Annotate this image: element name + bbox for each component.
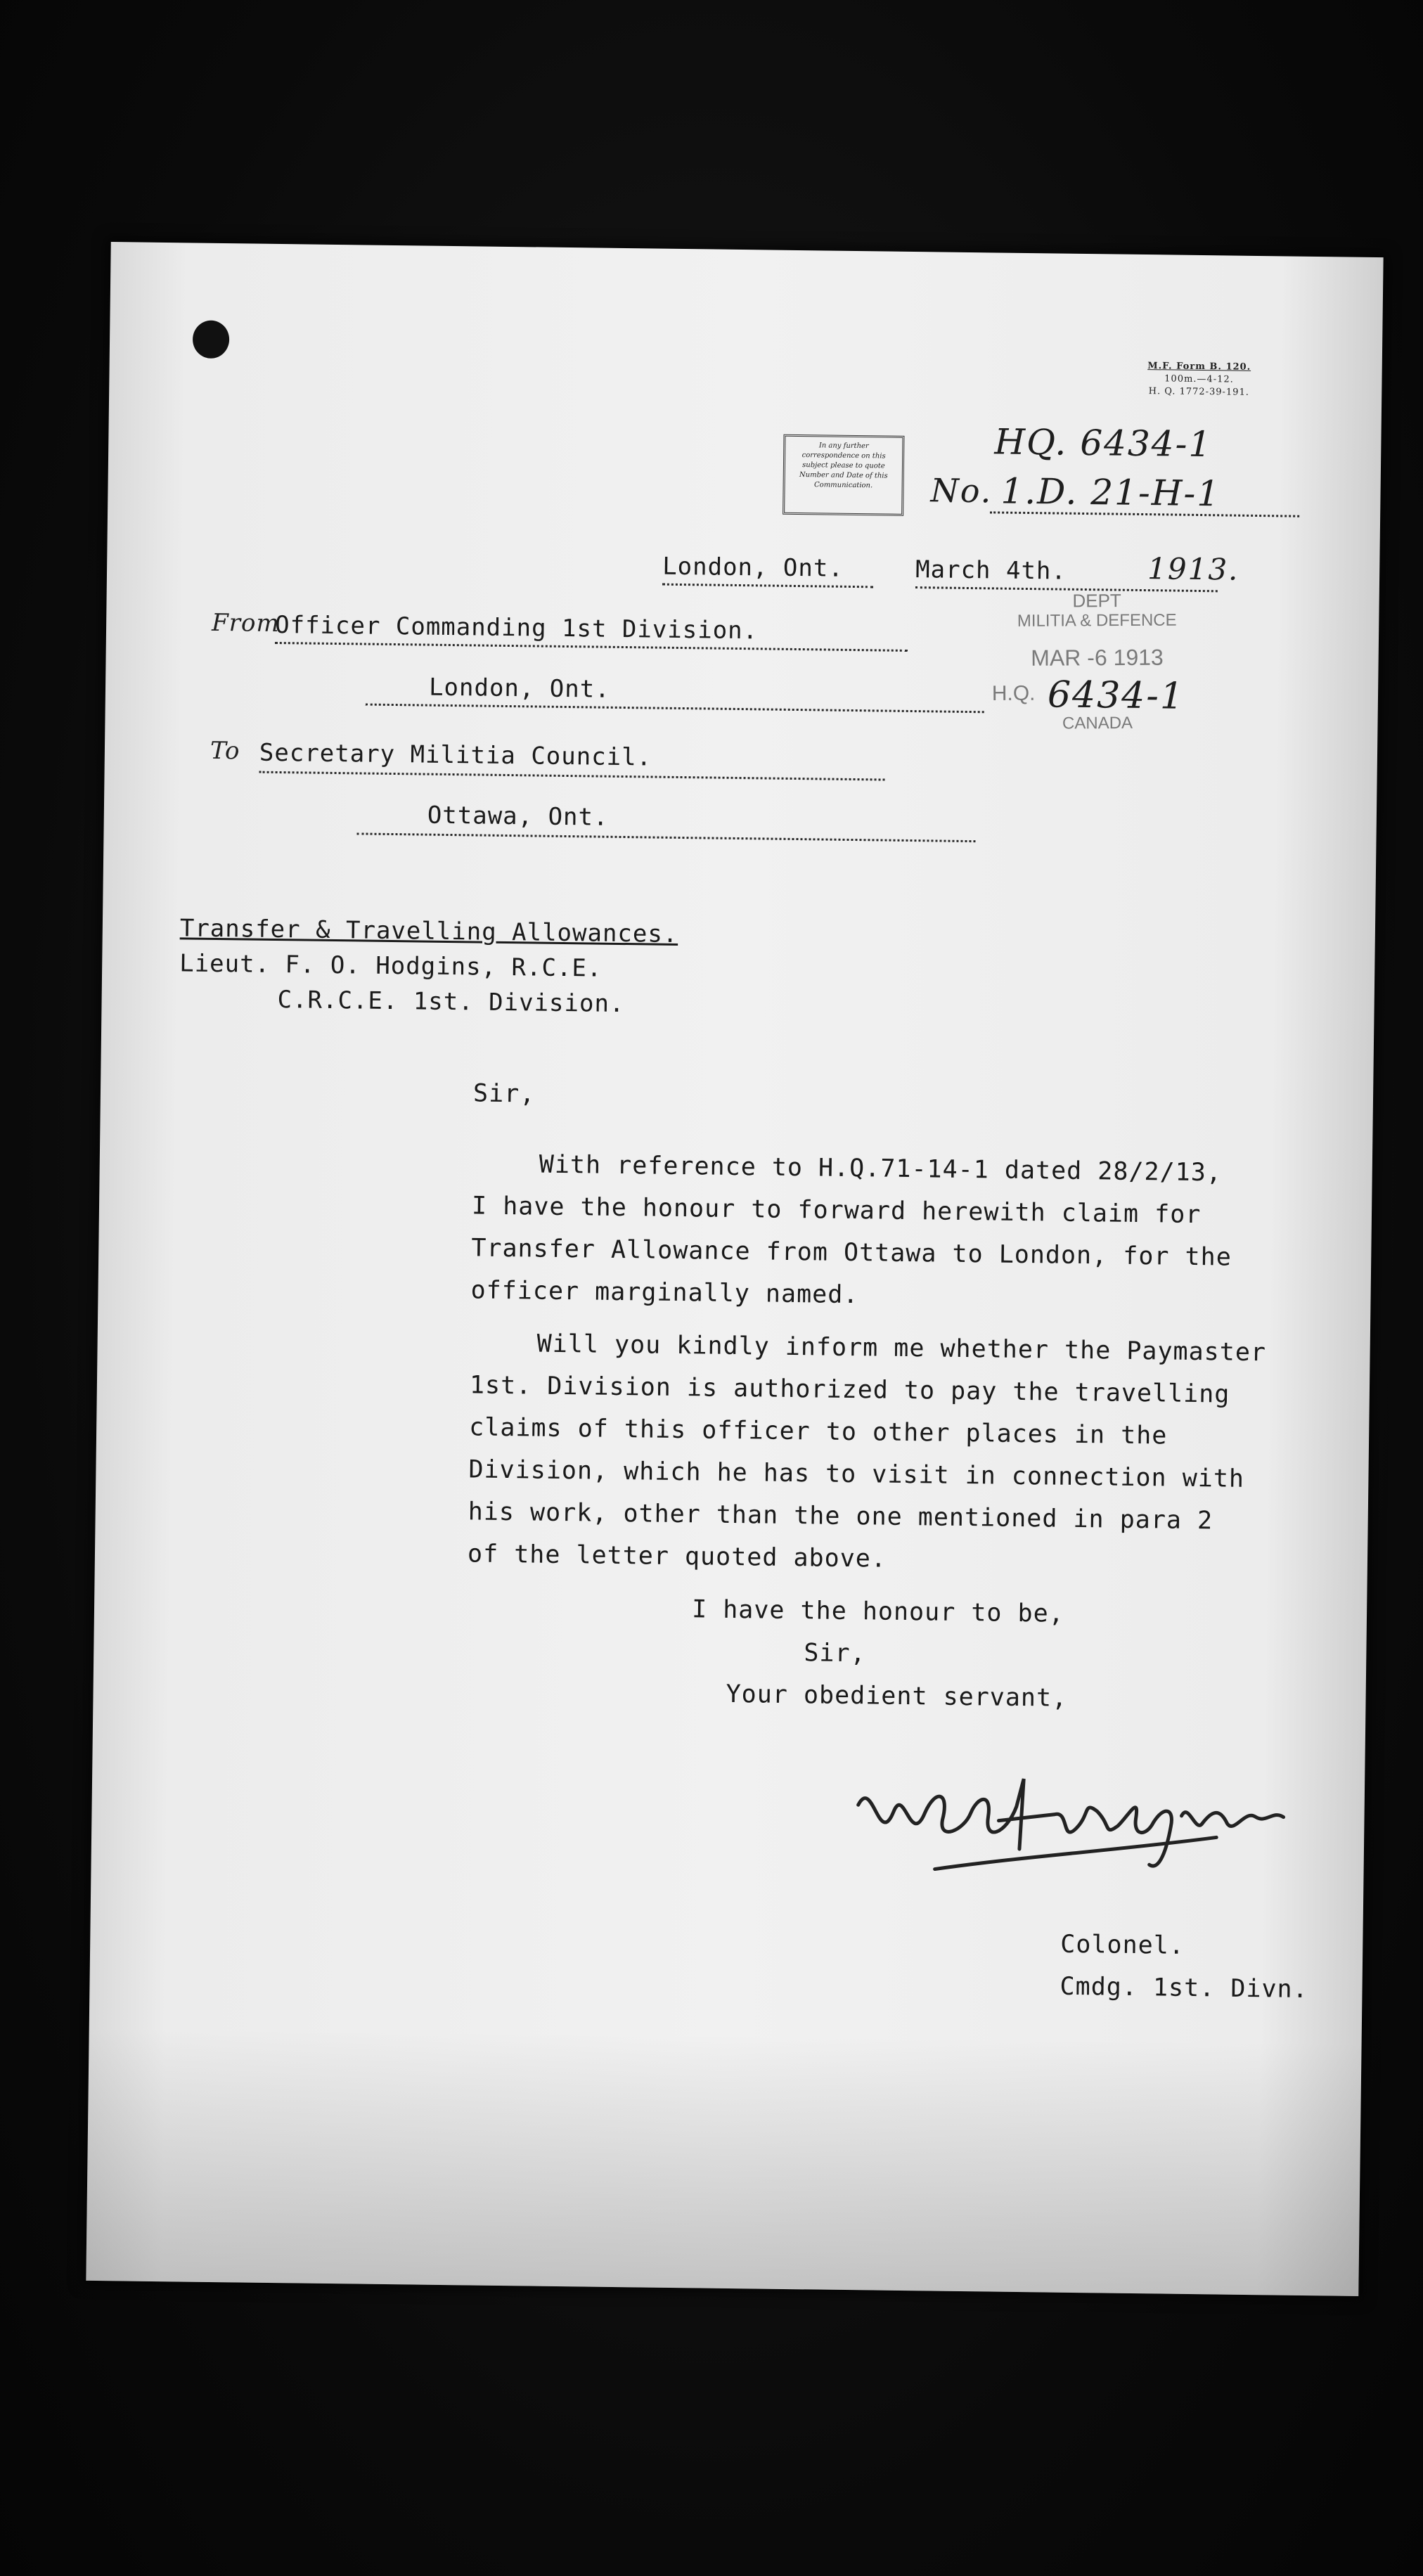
to-rule2 [357, 832, 976, 842]
division-file-number: 1.D. 21-H-1 [1000, 470, 1221, 515]
from-rule1 [275, 642, 908, 652]
from-line2: London, Ont. [428, 673, 610, 704]
quote-number-notice [783, 434, 904, 516]
closing-line3: Your obedient servant, [726, 1680, 1068, 1713]
letter-place: London, Ont. [662, 552, 844, 583]
para2-line4: Division, which he has to visit in connection with [468, 1455, 1245, 1493]
para2-line5: his work, other than the one mentioned in para 2 [468, 1498, 1213, 1535]
para2-line1: Will you kindly inform me whether the Paymaster [536, 1329, 1267, 1367]
para2-line3: claims of this officer to other places in the [468, 1413, 1168, 1450]
from-line1: Officer Commanding 1st Division. [274, 610, 759, 645]
para2-line6: of the letter quoted above. [467, 1540, 887, 1573]
stamp-dept: DEPT [1072, 590, 1121, 612]
file-number-prefix: No. [930, 471, 993, 510]
para1-line3: Transfer Allowance from Ottawa to London, for the [471, 1234, 1232, 1272]
stamp-country: CANADA [1062, 713, 1133, 733]
letter-year: 1913. [1147, 551, 1240, 587]
para1-line1: With reference to H.Q.71-14-1 dated 28/2/13, [539, 1150, 1223, 1187]
from-rule2 [366, 704, 984, 714]
stamp-date: MAR -6 1913 [1031, 644, 1164, 671]
place-rule [662, 584, 873, 588]
signatory-title: Cmdg. 1st. Divn. [1060, 1972, 1308, 2004]
stamp-hq: H.Q. [991, 681, 1036, 706]
to-line2: Ottawa, Ont. [427, 801, 609, 832]
closing-line2: Sir, [804, 1639, 866, 1668]
para2-line2: 1st. Division is authorized to pay the travelling [469, 1371, 1230, 1409]
stamp-militia-defence: MILITIA & DEFENCE [1017, 610, 1177, 631]
subject-officer: Lieut. F. O. Hodgins, R.C.E. [179, 949, 603, 983]
form-ref-line3: H. Q. 1772-39-191. [1148, 386, 1249, 398]
salutation: Sir, [472, 1079, 536, 1109]
letter-date: March 4th. [915, 555, 1067, 586]
form-ref-line2: 100m.—4-12. [1164, 373, 1234, 385]
para1-line4: officer marginally named. [470, 1276, 859, 1310]
stamp-hq-number: 6434-1 [1047, 674, 1185, 718]
closing-line1: I have the honour to be, [691, 1595, 1065, 1628]
to-label: To [210, 736, 240, 766]
form-reference [1107, 359, 1291, 399]
subject-unit: C.R.C.E. 1st. Division. [277, 986, 625, 1019]
to-rule1 [259, 771, 885, 781]
punch-hole [193, 320, 230, 359]
from-label: From [211, 608, 280, 638]
para1-line2: I have the honour to forward herewith claim for [471, 1192, 1202, 1230]
signature [850, 1763, 1315, 1881]
subject-title: Transfer & Travelling Allowances. [179, 914, 678, 948]
signatory-rank: Colonel. [1060, 1930, 1185, 1960]
notice-text: In any further correspondence on this subject please to quote Number and Date of this Communication. [799, 442, 888, 490]
form-ref-line1: M.F. Form B. 120. [1147, 361, 1251, 373]
to-line1: Secretary Militia Council. [259, 738, 652, 772]
letter-page [86, 242, 1383, 2296]
hq-file-number: HQ. 6434-1 [994, 421, 1213, 465]
